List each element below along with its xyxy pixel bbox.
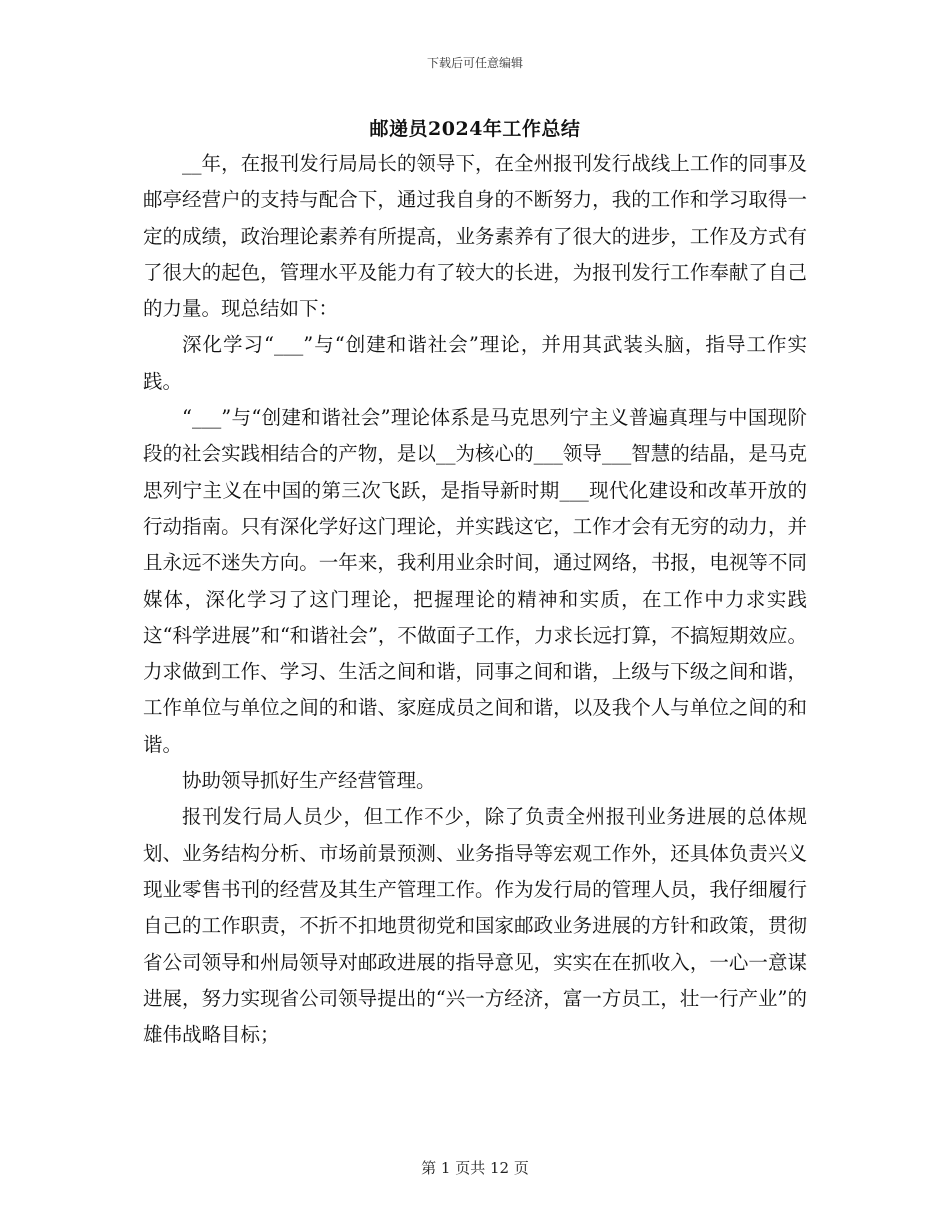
document-body [143, 146, 807, 1053]
document-title: 邮递员2024年工作总结 [369, 118, 581, 140]
paragraph-management: 报刊发行局人员少，但工作不少，除了负责全州报刊业务进展的总体规划、业务结构分析、市场前景预测、业务指导等宏观工作外，还具体负责兴义现业零售书刊的经营及其生产管理工作。作为发行局的管理人员，我仔细履行自己的工作职责，不折不扣地贯彻党和国家邮政业务进展的方针和政策，贯彻省公司领导和州局领导对邮政进展的指导意见，实实在在抓收入，一心一意谋进展，努力实现省公司领导提出的“兴一方经济，富一方员工，壮一行产业”的雄伟战略目标； [143, 805, 807, 1047]
paragraph-heading-study: 深化学习“___”与“创建和谐社会”理论，并用其武装头脑，指导工作实践。 [143, 333, 807, 393]
page-number: 第 1 页共 12 页 [421, 1159, 529, 1177]
paragraph-intro: __年，在报刊发行局局长的领导下，在全州报刊发行战线上工作的同事及邮亭经营户的支持与配合下，通过我自身的不断努力，我的工作和学习取得一定的成绩，政治理论素养有所提高，业务素养有了很大的进步，工作及方式有了很大的起色，管理水平及能力有了较大的长进，为报刊发行工作奉献了自己的力量。现总结如下： [143, 152, 807, 321]
paragraph-theory: “___”与“创建和谐社会”理论体系是马克思列宁主义普遍真理与中国现阶段的社会实践相结合的产物，是以__为核心的___领导___智慧的结晶，是马克思列宁主义在中国的第三次飞跃，是指导新时期___现代化建设和改革开放的行动指南。只有深化学好这门理论，并实践这它，工作才会有无穷的动力，并且永远不迷失方向。一年来，我利用业余时间，通过网络，书报，电视等不同媒体，深化学习了这门理论，把握理论的精神和实质，在工作中力求实践这“科学进展”和“和谐社会”，不做面子工作，力求长远打算，不搞短期效应。力求做到工作、学习、生活之间和谐，同事之间和谐，上级与下级之间和谐，工作单位与单位之间的和谐、家庭成员之间和谐，以及我个人与单位之间的和谐。 [143, 406, 807, 756]
paragraph-heading-management: 协助领导抓好生产经营管理。 [182, 769, 436, 793]
header-note: 下载后可任意编辑 [426, 56, 523, 70]
